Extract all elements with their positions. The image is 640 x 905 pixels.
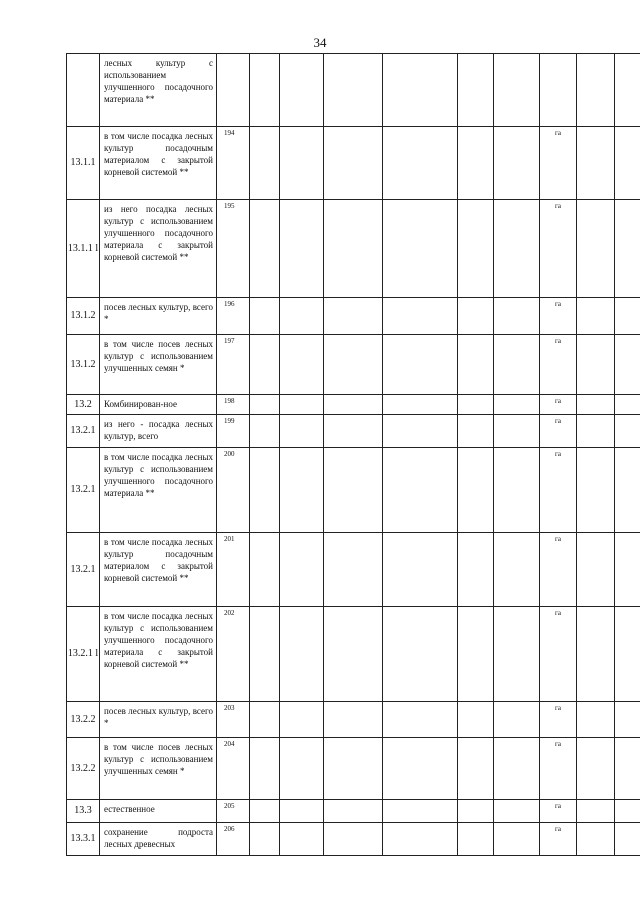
empty-cell xyxy=(615,607,640,702)
empty-cell xyxy=(494,823,540,856)
unit-cell: га xyxy=(540,448,577,533)
empty-cell xyxy=(577,200,615,298)
empty-cell xyxy=(615,54,640,127)
empty-cell xyxy=(615,800,640,823)
table-row xyxy=(67,54,640,127)
empty-cell xyxy=(577,127,615,200)
empty-cell xyxy=(250,702,280,738)
row-number: 13.2.2 xyxy=(67,702,100,738)
row-number xyxy=(67,54,100,127)
row-code xyxy=(217,54,250,127)
row-number: 13.1.2 xyxy=(67,335,100,395)
unit-cell: га xyxy=(540,298,577,335)
empty-cell xyxy=(280,823,324,856)
empty-cell xyxy=(577,800,615,823)
empty-cell xyxy=(577,298,615,335)
row-description: посев лесных культур, всего * xyxy=(100,702,217,738)
unit-cell: га xyxy=(540,607,577,702)
empty-cell xyxy=(577,54,615,127)
empty-cell xyxy=(615,127,640,200)
table-row xyxy=(67,607,640,702)
empty-cell xyxy=(383,415,458,448)
table-row xyxy=(67,823,640,856)
table-row xyxy=(67,533,640,607)
row-code: 205 xyxy=(217,800,250,823)
unit-cell: га xyxy=(540,823,577,856)
empty-cell xyxy=(383,800,458,823)
empty-cell xyxy=(494,127,540,200)
row-number: 13.2.1 xyxy=(67,415,100,448)
row-code: 202 xyxy=(217,607,250,702)
empty-cell xyxy=(324,607,383,702)
empty-cell xyxy=(324,298,383,335)
empty-cell xyxy=(458,800,494,823)
empty-cell xyxy=(383,533,458,607)
row-description: в том числе посадка лесных культур с использованием улучшенного посадочного материала ** xyxy=(100,448,217,533)
empty-cell xyxy=(458,738,494,800)
empty-cell xyxy=(615,702,640,738)
empty-cell xyxy=(615,200,640,298)
empty-cell xyxy=(383,607,458,702)
row-number: 13.1.1 xyxy=(67,127,100,200)
row-code: 201 xyxy=(217,533,250,607)
table-row xyxy=(67,200,640,298)
empty-cell xyxy=(324,415,383,448)
row-description: в том числе посев лесных культур с использованием улучшенных семян * xyxy=(100,738,217,800)
table-row xyxy=(67,395,640,415)
table-row xyxy=(67,800,640,823)
empty-cell xyxy=(280,395,324,415)
empty-cell xyxy=(383,395,458,415)
empty-cell xyxy=(494,415,540,448)
row-number: 13.2 xyxy=(67,395,100,415)
row-number: 13.1.1 l xyxy=(67,200,100,298)
empty-cell xyxy=(383,823,458,856)
row-code: 198 xyxy=(217,395,250,415)
empty-cell xyxy=(383,200,458,298)
row-description: из него - посадка лесных культур, всего xyxy=(100,415,217,448)
empty-cell xyxy=(250,54,280,127)
empty-cell xyxy=(324,335,383,395)
empty-cell xyxy=(324,823,383,856)
row-number: 13.2.1 xyxy=(67,448,100,533)
unit-cell: га xyxy=(540,702,577,738)
empty-cell xyxy=(494,335,540,395)
empty-cell xyxy=(324,448,383,533)
empty-cell xyxy=(280,200,324,298)
row-description: посев лесных культур, всего * xyxy=(100,298,217,335)
empty-cell xyxy=(250,448,280,533)
empty-cell xyxy=(250,395,280,415)
empty-cell xyxy=(458,533,494,607)
row-number: 13.3 xyxy=(67,800,100,823)
empty-cell xyxy=(577,395,615,415)
table-row xyxy=(67,702,640,738)
unit-cell: га xyxy=(540,738,577,800)
empty-cell xyxy=(324,127,383,200)
row-code: 203 xyxy=(217,702,250,738)
empty-cell xyxy=(458,415,494,448)
empty-cell xyxy=(494,738,540,800)
empty-cell xyxy=(458,607,494,702)
empty-cell xyxy=(458,448,494,533)
empty-cell xyxy=(458,823,494,856)
empty-cell xyxy=(494,607,540,702)
row-code: 204 xyxy=(217,738,250,800)
table-row xyxy=(67,298,640,335)
empty-cell xyxy=(458,200,494,298)
empty-cell xyxy=(494,54,540,127)
empty-cell xyxy=(615,448,640,533)
empty-cell xyxy=(615,298,640,335)
empty-cell xyxy=(250,607,280,702)
empty-cell xyxy=(280,415,324,448)
empty-cell xyxy=(383,54,458,127)
empty-cell xyxy=(250,298,280,335)
row-code: 196 xyxy=(217,298,250,335)
empty-cell xyxy=(250,800,280,823)
empty-cell xyxy=(577,607,615,702)
table-row xyxy=(67,127,640,200)
empty-cell xyxy=(280,607,324,702)
row-code: 194 xyxy=(217,127,250,200)
empty-cell xyxy=(615,823,640,856)
row-description: в том числе посадка лесных культур с использованием улучшенного посадочного материала с закрытой корневой системой ** xyxy=(100,607,217,702)
empty-cell xyxy=(494,448,540,533)
empty-cell xyxy=(458,395,494,415)
empty-cell xyxy=(458,298,494,335)
empty-cell xyxy=(250,200,280,298)
empty-cell xyxy=(280,800,324,823)
empty-cell xyxy=(494,533,540,607)
empty-cell xyxy=(494,395,540,415)
empty-cell xyxy=(280,54,324,127)
empty-cell xyxy=(458,702,494,738)
row-number: 13.2.2 xyxy=(67,738,100,800)
row-description: Комбинирован-ное xyxy=(100,395,217,415)
empty-cell xyxy=(615,738,640,800)
empty-cell xyxy=(324,395,383,415)
unit-cell: га xyxy=(540,800,577,823)
unit-cell: га xyxy=(540,395,577,415)
row-code: 200 xyxy=(217,448,250,533)
empty-cell xyxy=(577,533,615,607)
empty-cell xyxy=(577,738,615,800)
table-row xyxy=(67,738,640,800)
forest-report-table xyxy=(66,53,640,856)
empty-cell xyxy=(324,54,383,127)
row-code: 206 xyxy=(217,823,250,856)
unit-cell xyxy=(540,54,577,127)
empty-cell xyxy=(383,298,458,335)
empty-cell xyxy=(458,54,494,127)
row-code: 199 xyxy=(217,415,250,448)
empty-cell xyxy=(280,533,324,607)
empty-cell xyxy=(615,335,640,395)
row-code: 195 xyxy=(217,200,250,298)
empty-cell xyxy=(280,738,324,800)
empty-cell xyxy=(324,702,383,738)
empty-cell xyxy=(615,395,640,415)
unit-cell: га xyxy=(540,335,577,395)
empty-cell xyxy=(250,823,280,856)
empty-cell xyxy=(280,335,324,395)
row-description: сохранение подроста лесных древесных xyxy=(100,823,217,856)
row-description: естественное xyxy=(100,800,217,823)
empty-cell xyxy=(250,335,280,395)
empty-cell xyxy=(280,448,324,533)
empty-cell xyxy=(577,335,615,395)
empty-cell xyxy=(324,533,383,607)
empty-cell xyxy=(458,127,494,200)
empty-cell xyxy=(324,800,383,823)
empty-cell xyxy=(458,335,494,395)
empty-cell xyxy=(383,127,458,200)
empty-cell xyxy=(280,702,324,738)
empty-cell xyxy=(250,127,280,200)
table-row xyxy=(67,335,640,395)
row-number: 13.2.1 l xyxy=(67,607,100,702)
row-description: лесных культур с использованием улучшенного посадочного материала ** xyxy=(100,54,217,127)
unit-cell: га xyxy=(540,533,577,607)
row-description: в том числе посев лесных культур с использованием улучшенных семян * xyxy=(100,335,217,395)
empty-cell xyxy=(383,738,458,800)
unit-cell: га xyxy=(540,415,577,448)
empty-cell xyxy=(383,448,458,533)
empty-cell xyxy=(250,738,280,800)
unit-cell: га xyxy=(540,127,577,200)
empty-cell xyxy=(577,823,615,856)
empty-cell xyxy=(577,415,615,448)
empty-cell xyxy=(383,702,458,738)
empty-cell xyxy=(383,335,458,395)
empty-cell xyxy=(324,200,383,298)
unit-cell: га xyxy=(540,200,577,298)
row-number: 13.3.1 xyxy=(67,823,100,856)
empty-cell xyxy=(494,800,540,823)
empty-cell xyxy=(577,448,615,533)
empty-cell xyxy=(280,127,324,200)
row-description: в том числе посадка лесных культур посадочным материалом с закрытой корневой системой ** xyxy=(100,533,217,607)
empty-cell xyxy=(280,298,324,335)
row-code: 197 xyxy=(217,335,250,395)
empty-cell xyxy=(615,415,640,448)
table-row xyxy=(67,448,640,533)
row-number: 13.1.2 xyxy=(67,298,100,335)
table-row xyxy=(67,415,640,448)
empty-cell xyxy=(494,298,540,335)
empty-cell xyxy=(494,200,540,298)
empty-cell xyxy=(324,738,383,800)
empty-cell xyxy=(615,533,640,607)
empty-cell xyxy=(577,702,615,738)
row-description: в том числе посадка лесных культур посадочным материалом с закрытой корневой системой ** xyxy=(100,127,217,200)
empty-cell xyxy=(250,533,280,607)
empty-cell xyxy=(250,415,280,448)
row-description: из него посадка лесных культур с использованием улучшенного посадочного материала с закрытой корневой системой ** xyxy=(100,200,217,298)
row-number: 13.2.1 xyxy=(67,533,100,607)
page-number: 34 xyxy=(313,35,327,50)
empty-cell xyxy=(494,702,540,738)
